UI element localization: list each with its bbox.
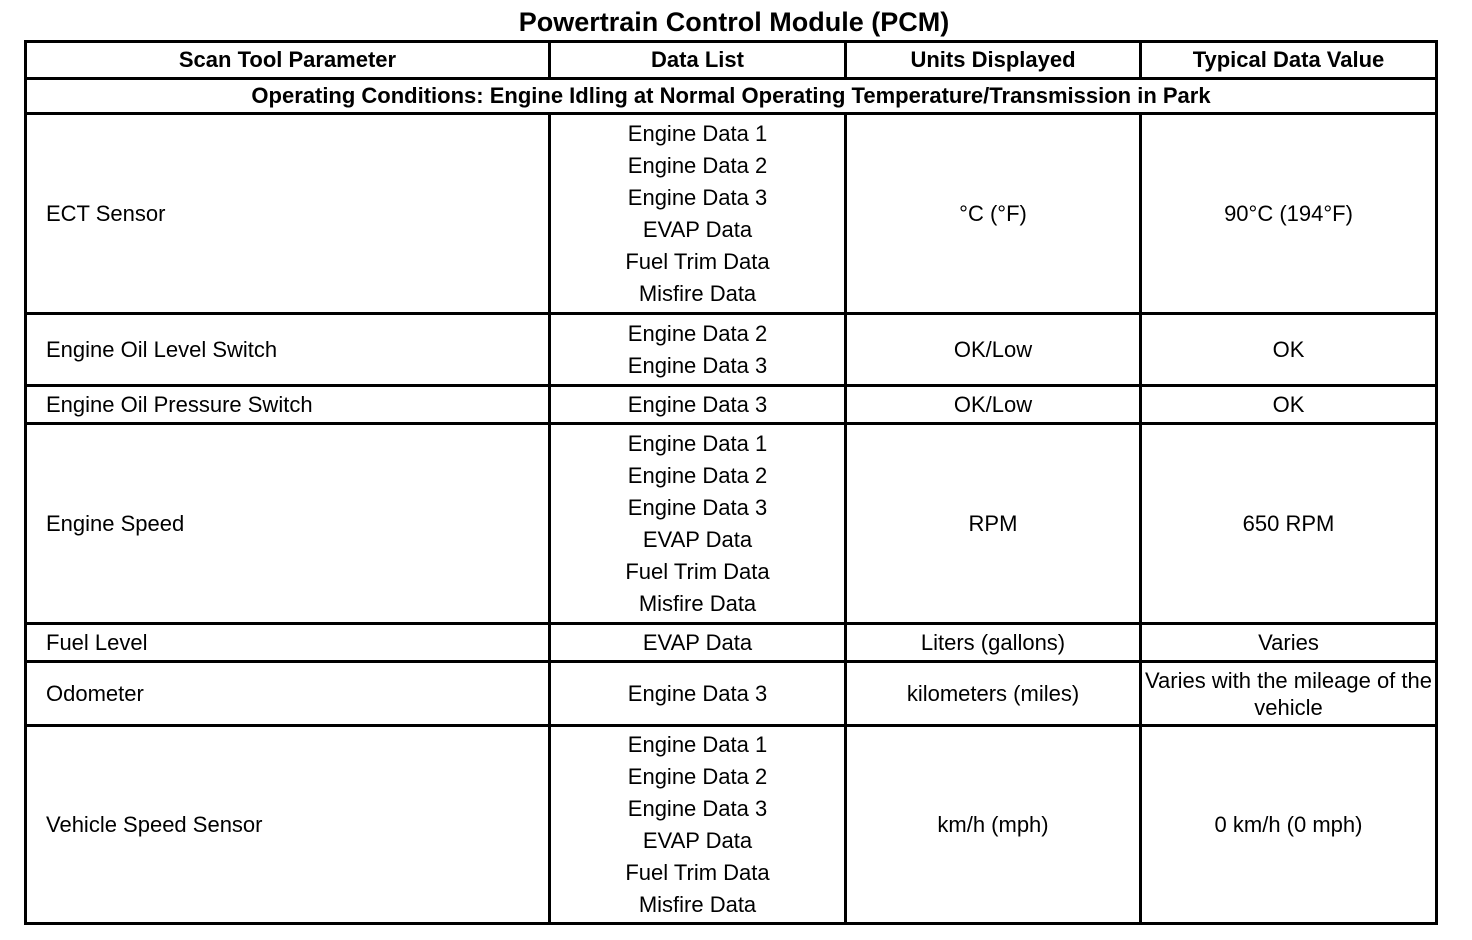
table-row xyxy=(26,386,1437,424)
data-list-item: Engine Data 3 xyxy=(627,184,768,210)
typical-value-cell: 0 km/h (0 mph) xyxy=(1141,726,1437,924)
table-row xyxy=(26,424,1437,624)
units-cell: OK/Low xyxy=(846,314,1141,386)
operating-conditions: Operating Conditions: Engine Idling at Normal Operating Temperature/Transmission in Park xyxy=(26,79,1437,114)
parameter-cell: Engine Oil Pressure Switch xyxy=(26,386,550,424)
table-row xyxy=(26,662,1437,726)
column-header-units: Units Displayed xyxy=(846,42,1141,79)
data-list-item: Engine Data 2 xyxy=(627,763,768,789)
units-cell: km/h (mph) xyxy=(846,726,1141,924)
parameter-cell: Vehicle Speed Sensor xyxy=(26,726,550,924)
typical-value-cell: 650 RPM xyxy=(1141,424,1437,624)
data-list-item: Engine Data 3 xyxy=(627,494,768,520)
pcm-data-table xyxy=(24,40,1438,925)
data-list-item: Engine Data 1 xyxy=(627,120,768,146)
typical-value-cell: OK xyxy=(1141,314,1437,386)
operating-conditions-row xyxy=(26,79,1437,114)
table-row xyxy=(26,624,1437,662)
typical-value-cell: 90°C (194°F) xyxy=(1141,114,1437,314)
table-row xyxy=(26,314,1437,386)
table-row xyxy=(26,114,1437,314)
data-list-item: EVAP Data xyxy=(642,526,753,552)
table-row xyxy=(26,726,1437,924)
data-list-item: Engine Data 1 xyxy=(627,731,768,757)
parameter-cell: Fuel Level xyxy=(26,624,550,662)
units-cell: OK/Low xyxy=(846,386,1141,424)
column-header-parameter: Scan Tool Parameter xyxy=(26,42,550,79)
data-list-item: Engine Data 3 xyxy=(627,680,768,706)
data-list-cell xyxy=(550,624,846,662)
data-list-item: Misfire Data xyxy=(638,590,757,616)
parameter-cell: Odometer xyxy=(26,662,550,726)
data-list-item: Fuel Trim Data xyxy=(625,859,770,885)
data-list-item: Engine Data 2 xyxy=(627,320,768,346)
data-list-item: Engine Data 2 xyxy=(627,462,768,488)
data-list-cell xyxy=(550,114,846,314)
data-list-item: Engine Data 3 xyxy=(627,795,768,821)
data-list-cell xyxy=(550,662,846,726)
parameter-cell: Engine Oil Level Switch xyxy=(26,314,550,386)
parameter-cell: Engine Speed xyxy=(26,424,550,624)
data-list-item: Engine Data 3 xyxy=(627,391,768,417)
data-list-item: Misfire Data xyxy=(638,280,757,306)
units-cell: Liters (gallons) xyxy=(846,624,1141,662)
column-header-data-list: Data List xyxy=(550,42,846,79)
data-list-cell xyxy=(550,314,846,386)
data-list-item: Misfire Data xyxy=(638,891,757,917)
parameter-cell: ECT Sensor xyxy=(26,114,550,314)
typical-value-cell: OK xyxy=(1141,386,1437,424)
data-list-cell xyxy=(550,726,846,924)
units-cell: RPM xyxy=(846,424,1141,624)
data-list-item: Engine Data 3 xyxy=(627,352,768,378)
data-list-item: Engine Data 1 xyxy=(627,430,768,456)
data-list-item: EVAP Data xyxy=(642,216,753,242)
typical-value-cell: Varies xyxy=(1141,624,1437,662)
column-header-typical-value: Typical Data Value xyxy=(1141,42,1437,79)
typical-value-text: Varies with the mileage of the vehicle xyxy=(1145,667,1432,720)
data-list-item: EVAP Data xyxy=(642,629,753,655)
data-list-item: Engine Data 2 xyxy=(627,152,768,178)
units-cell: kilometers (miles) xyxy=(846,662,1141,726)
data-list-item: EVAP Data xyxy=(642,827,753,853)
typical-value-cell xyxy=(1141,662,1437,726)
data-list-item: Fuel Trim Data xyxy=(625,558,770,584)
data-list-item: Fuel Trim Data xyxy=(625,248,770,274)
units-cell: °C (°F) xyxy=(846,114,1141,314)
data-list-cell xyxy=(550,386,846,424)
data-list-cell xyxy=(550,424,846,624)
page-title: Powertrain Control Module (PCM) xyxy=(518,7,950,37)
table-header-row xyxy=(26,42,1437,79)
